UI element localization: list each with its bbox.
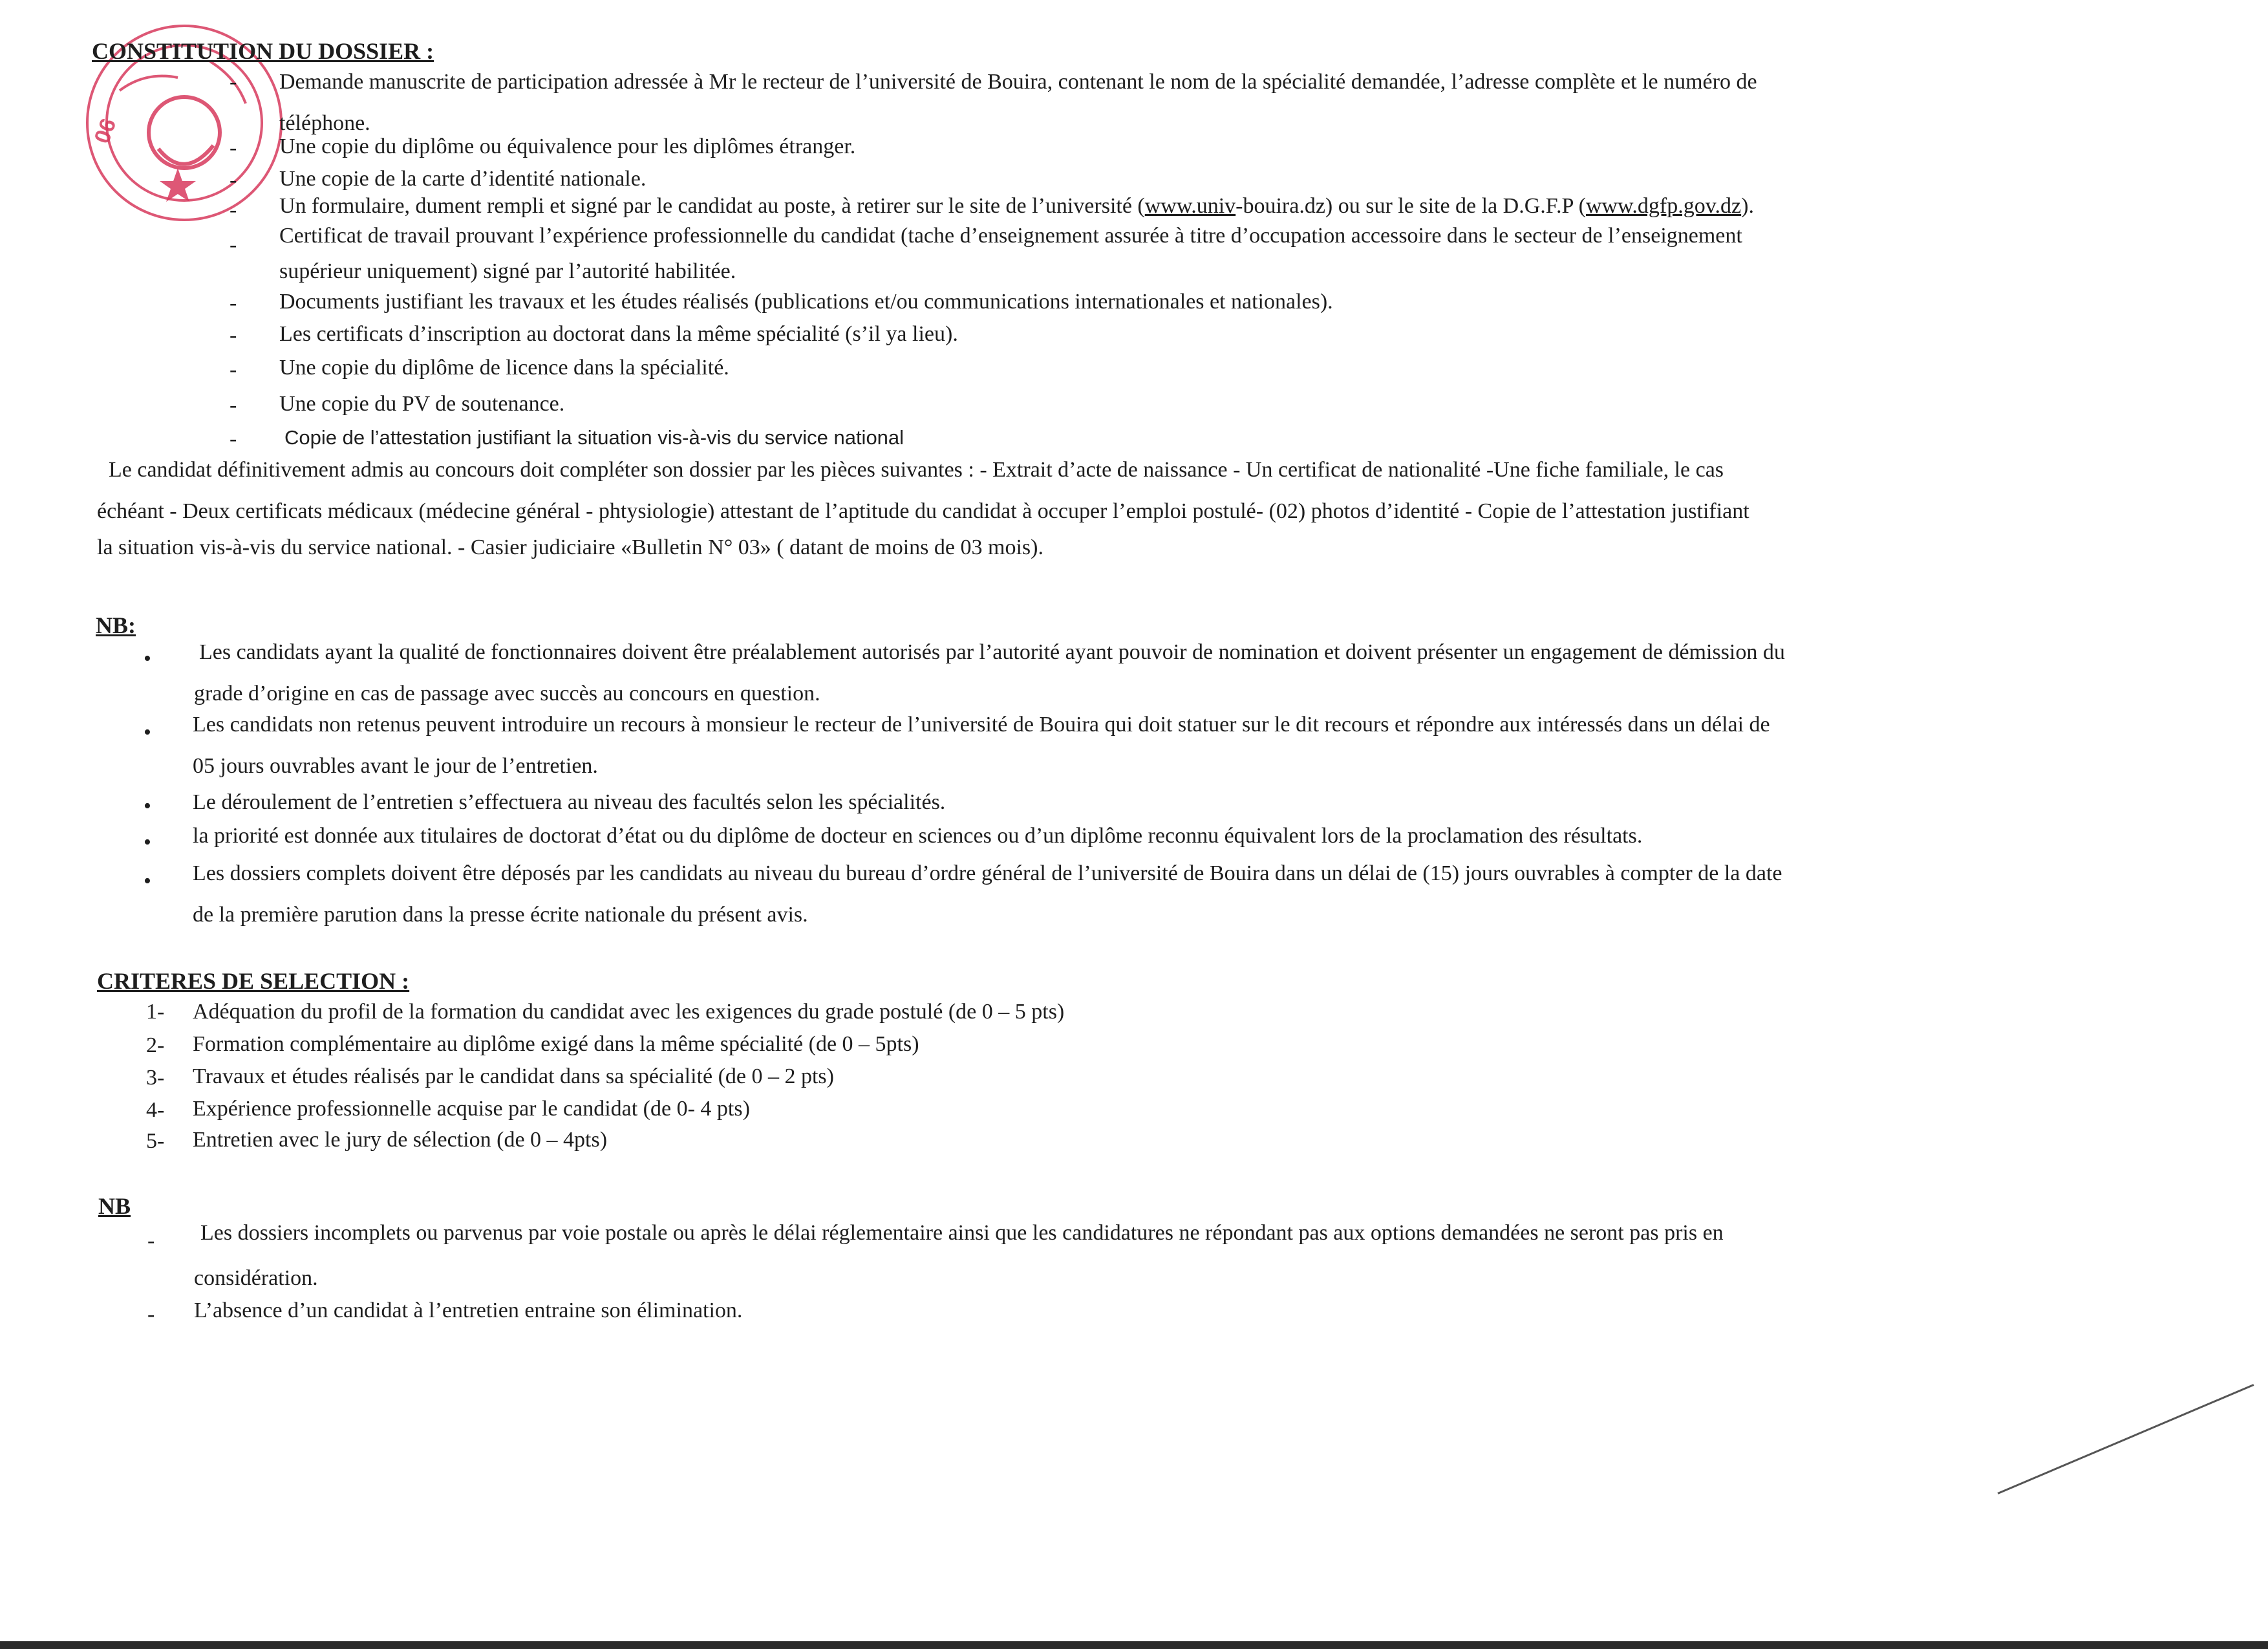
paragraph-line: la situation vis-à-vis du service national. - Casier judiciaire «Bulletin N° 03» ( datant de moins de 03 mois).: [97, 535, 1043, 559]
nb-line: Les candidats non retenus peuvent introduire un recours à monsieur le recteur de l’université de Bouira qui doit statuer sur le dit recours et répondre aux intéressés dans un délai de: [193, 713, 1770, 737]
nb2-line: L’absence d’un candidat à l’entretien entraine son élimination.: [194, 1299, 743, 1322]
list-dash: -: [230, 168, 237, 192]
nb-line: la priorité est donnée aux titulaires de doctorat d’état ou du diplôme de docteur en sciences ou d’un diplôme reconnu équivalent lors de la proclamation des résultats.: [193, 824, 1643, 848]
nb-line: Les dossiers complets doivent être déposés par les candidats au niveau du bureau d’ordre général de l’université de Bouira dans un délai de (15) jours ouvrables à compter de la date: [193, 861, 1782, 885]
formulaire-text-a: Un formulaire, dument rempli et signé par le candidat au poste, à retirer sur le site de l’université (: [279, 194, 1145, 218]
nb-line: Le déroulement de l’entretien s’effectuera au niveau des facultés selon les spécialités.: [193, 790, 946, 814]
list-dash: -: [230, 233, 237, 257]
list-dash: -: [230, 70, 237, 94]
criteria-item: Adéquation du profil de la formation du candidat avec les exigences du grade postulé (de 0 – 5 pts): [193, 1000, 1065, 1024]
list-dash: -: [147, 1302, 155, 1326]
univ-link[interactable]: www.univ: [1144, 194, 1236, 218]
criteria-number: 1-: [146, 1000, 165, 1024]
constitution-item: Une copie du diplôme de licence dans la spécialité.: [279, 356, 729, 380]
nb-line-continued: 05 jours ouvrables avant le jour de l’entretien.: [193, 754, 598, 778]
list-dash: -: [230, 393, 237, 417]
constitution-item: Une copie du diplôme ou équivalence pour les diplômes étranger.: [279, 135, 856, 158]
criteria-item: Expérience professionnelle acquise par le candidat (de 0- 4 pts): [193, 1097, 750, 1121]
bullet: •: [144, 830, 151, 854]
criteria-number: 2-: [146, 1033, 165, 1057]
nb2-line-continued: considération.: [194, 1266, 318, 1290]
dgfp-link[interactable]: www.dgfp.gov.dz: [1585, 194, 1742, 218]
constitution-item: Demande manuscrite de participation adressée à Mr le recteur de l’université de Bouira, contenant le nom de la spécialité demandée, l’adresse complète et le numéro de: [279, 70, 1757, 94]
bullet: •: [144, 869, 151, 893]
criteria-item: Travaux et études réalisés par le candidat dans sa spécialité (de 0 – 2 pts): [193, 1064, 834, 1088]
bullet: •: [144, 720, 151, 744]
nb2-line: Les dossiers incomplets ou parvenus par voie postale ou après le délai réglementaire ainsi que les candidatures ne répondant pas aux options demandées ne seront pas pris en: [200, 1221, 1724, 1245]
list-dash: -: [230, 136, 237, 160]
constitution-item: Documents justifiant les travaux et les études réalisés (publications et/ou communications internationales et nationales).: [279, 290, 1333, 314]
list-dash: -: [230, 291, 237, 315]
criteria-item: Formation complémentaire au diplôme exigé dans la même spécialité (de 0 – 5pts): [193, 1032, 919, 1056]
constitution-heading: CONSTITUTION DU DOSSIER :: [92, 38, 434, 64]
constitution-item-continued: supérieur uniquement) signé par l’autorité habilitée.: [279, 259, 736, 283]
criteres-heading: CRITERES DE SELECTION :: [97, 968, 410, 994]
list-dash: -: [230, 427, 237, 451]
nb-heading: NB:: [96, 612, 136, 638]
list-dash: -: [230, 358, 237, 382]
constitution-item-continued: téléphone.: [279, 111, 370, 135]
list-dash: -: [147, 1229, 155, 1253]
nb2-heading: NB: [98, 1193, 131, 1219]
constitution-item: Une copie de la carte d’identité nationale.: [279, 167, 647, 191]
criteria-number: 4-: [146, 1098, 165, 1122]
nb-line: Les candidats ayant la qualité de fonctionnaires doivent être préalablement autorisés par l’autorité ayant pouvoir de nomination et doivent présenter un engagement de démission du: [199, 640, 1785, 664]
list-dash: -: [230, 198, 237, 222]
constitution-item: Les certificats d’inscription au doctorat dans la même spécialité (s’il ya lieu).: [279, 322, 958, 346]
paragraph-line: échéant - Deux certificats médicaux (médecine général - phtysiologie) attestant de l’aptitude du candidat à occuper l’emploi postulé- (02) photos d’identité - Copie de l’attestation justifiant: [97, 499, 1749, 523]
list-dash: -: [230, 323, 237, 347]
criteria-item: Entretien avec le jury de sélection (de 0 – 4pts): [193, 1128, 608, 1152]
scan-edge: [0, 1641, 2268, 1649]
pen-mark: [1997, 1384, 2254, 1494]
nb-line-continued: de la première parution dans la presse écrite nationale du présent avis.: [193, 903, 808, 927]
constitution-item: Certificat de travail prouvant l’expérience professionnelle du candidat (tache d’enseignement assurée à titre d’occupation accessoire dans le secteur de l’enseignement: [279, 224, 1742, 248]
formulaire-text-c: ).: [1741, 194, 1754, 218]
stamp-number: 06: [89, 115, 122, 147]
constitution-item: Une copie du PV de soutenance.: [279, 392, 565, 416]
formulaire-text-b: -bouira.dz) ou sur le site de la D.G.F.P (: [1236, 194, 1586, 218]
criteria-number: 5-: [146, 1129, 165, 1153]
nb-line-continued: grade d’origine en cas de passage avec succès au concours en question.: [194, 682, 820, 706]
constitution-item-formulaire: [279, 193, 1754, 220]
bullet: •: [144, 794, 151, 818]
bullet: •: [144, 647, 151, 671]
criteria-number: 3-: [146, 1066, 165, 1090]
constitution-item: Copie de l’attestation justifiant la situation vis-à-vis du service national: [284, 426, 904, 449]
paragraph-line: Le candidat définitivement admis au concours doit compléter son dossier par les pièces suivantes : - Extrait d’acte de naissance - Un certificat de nationalité -Une fiche familiale, le cas: [109, 458, 1724, 482]
